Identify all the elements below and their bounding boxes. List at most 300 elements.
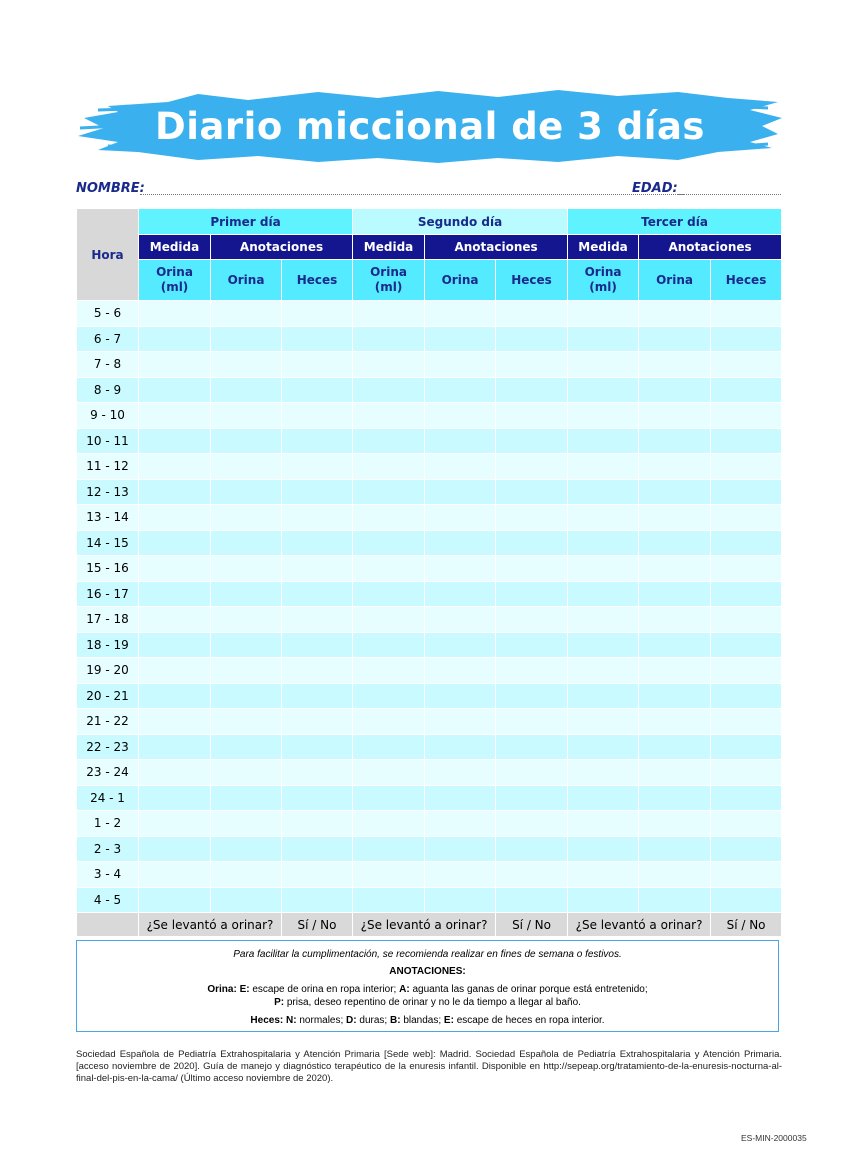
day-3-heces-note-cell[interactable] (711, 581, 782, 607)
day-2-orina-ml-cell[interactable] (353, 785, 425, 811)
orina-header: Orina (639, 260, 711, 301)
table-row (77, 403, 782, 429)
day-3-heces-note-cell[interactable] (711, 887, 782, 913)
day-1-heces-note-cell[interactable] (282, 632, 353, 658)
day-2-heces-note-cell[interactable] (496, 428, 568, 454)
day-2-heces-note-cell[interactable] (496, 326, 568, 352)
day-3-orina-note-cell[interactable] (639, 658, 711, 684)
day-2-orina-note-cell[interactable] (425, 428, 496, 454)
orina-ml-header (568, 260, 639, 301)
notes-header: Anotaciones (639, 235, 782, 260)
day-2-orina-ml-cell[interactable] (353, 836, 425, 862)
woke-answer-3[interactable]: Sí / No (711, 913, 782, 937)
day-1-orina-ml-cell[interactable] (139, 530, 211, 556)
day-2-orina-note-cell[interactable] (425, 530, 496, 556)
day-2-orina-ml-cell[interactable] (353, 607, 425, 633)
day-3-heces-note-cell[interactable] (711, 454, 782, 480)
reference-text: Sociedad Española de Pediatría Extrahospitalaria y Atención Primaria [Sede web]: Madrid. Sociedad Española de Pediatría Extrahospitalaria y Atención Primaria. [acceso noviembre de 2020]. Guía de manejo y diagnóstico terapéutico de la enuresis infantil. Disponible en http://sepeap.org/tratamiento-de-la-enuresis-nocturna-al-final-del-pis-en-la-cama/ (Último acceso noviembre de 2020). (76, 1049, 782, 1084)
day-1-heces-note-cell[interactable] (282, 862, 353, 888)
hour-cell: 7 - 8 (77, 352, 139, 378)
day-3-orina-note-cell[interactable] (639, 556, 711, 582)
day-1-orina-ml-cell[interactable] (139, 760, 211, 786)
n-key: N: (286, 1015, 297, 1026)
day-3-orina-note-cell[interactable] (639, 632, 711, 658)
day-3-orina-note-cell[interactable] (639, 505, 711, 531)
day-3-orina-note-cell[interactable] (639, 887, 711, 913)
day-3-orina-note-cell[interactable] (639, 836, 711, 862)
orina-ml-label: Orina (584, 265, 622, 279)
day-1-heces-note-cell[interactable] (282, 377, 353, 403)
day-1-heces-note-cell[interactable] (282, 658, 353, 684)
table-row (77, 581, 782, 607)
ml-unit-label: (ml) (589, 280, 617, 294)
table-row (77, 301, 782, 327)
day-2-orina-ml-cell[interactable] (353, 403, 425, 429)
day-1-orina-ml-cell[interactable] (139, 709, 211, 735)
day-1-heces-note-cell[interactable] (282, 887, 353, 913)
day-3-orina-ml-cell[interactable] (568, 683, 639, 709)
day-1-orina-ml-cell[interactable] (139, 505, 211, 531)
day-3-orina-ml-cell[interactable] (568, 658, 639, 684)
day-3-orina-note-cell[interactable] (639, 811, 711, 837)
day-3-heces-note-cell[interactable] (711, 836, 782, 862)
day-2-orina-note-cell[interactable] (425, 454, 496, 480)
day-1-orina-note-cell[interactable] (211, 887, 282, 913)
day-2-orina-ml-cell[interactable] (353, 479, 425, 505)
hora-header: Hora (77, 209, 139, 301)
day-1-orina-note-cell[interactable] (211, 632, 282, 658)
day-2-orina-note-cell[interactable] (425, 683, 496, 709)
day-3-orina-note-cell[interactable] (639, 301, 711, 327)
day-3-heces-note-cell[interactable] (711, 377, 782, 403)
day-1-heces-note-cell[interactable] (282, 734, 353, 760)
day-1-orina-ml-cell[interactable] (139, 632, 211, 658)
day-3-heces-note-cell[interactable] (711, 428, 782, 454)
day-2-orina-note-cell[interactable] (425, 760, 496, 786)
hour-cell: 9 - 10 (77, 403, 139, 429)
day-2-orina-note-cell[interactable] (425, 403, 496, 429)
measure-header: Medida (139, 235, 211, 260)
day-1-heces-note-cell[interactable] (282, 581, 353, 607)
hour-cell: 24 - 1 (77, 785, 139, 811)
day-1-orina-note-cell[interactable] (211, 301, 282, 327)
table-row (77, 734, 782, 760)
day-2-heces-note-cell[interactable] (496, 556, 568, 582)
day-2-orina-ml-cell[interactable] (353, 709, 425, 735)
day-2-orina-note-cell[interactable] (425, 734, 496, 760)
day-1-orina-ml-cell[interactable] (139, 785, 211, 811)
day-2-orina-note-cell[interactable] (425, 556, 496, 582)
day-2-orina-note-cell[interactable] (425, 607, 496, 633)
table-row (77, 505, 782, 531)
table-row (77, 811, 782, 837)
day-3-heces-note-cell[interactable] (711, 479, 782, 505)
table-row (77, 760, 782, 786)
day-3-orina-ml-cell[interactable] (568, 836, 639, 862)
day-1-heces-note-cell[interactable] (282, 403, 353, 429)
day-3-orina-ml-cell[interactable] (568, 632, 639, 658)
table-row (77, 632, 782, 658)
day-3-heces-note-cell[interactable] (711, 658, 782, 684)
hour-cell: 12 - 13 (77, 479, 139, 505)
day-2-orina-note-cell[interactable] (425, 811, 496, 837)
notes-header: Anotaciones (211, 235, 353, 260)
day-3-heces-note-cell[interactable] (711, 326, 782, 352)
day-3-orina-ml-cell[interactable] (568, 760, 639, 786)
day-1-orina-ml-cell[interactable] (139, 403, 211, 429)
day-3-heces-note-cell[interactable] (711, 530, 782, 556)
day-3-orina-note-cell[interactable] (639, 377, 711, 403)
day-2-orina-note-cell[interactable] (425, 479, 496, 505)
day-3-orina-ml-cell[interactable] (568, 352, 639, 378)
a-text: aguanta las ganas de orinar porque está entretenido; (412, 984, 648, 995)
day-3-orina-note-cell[interactable] (639, 862, 711, 888)
woke-answer-2[interactable]: Sí / No (496, 913, 568, 937)
day-1-heces-note-cell[interactable] (282, 683, 353, 709)
day-2-heces-note-cell[interactable] (496, 785, 568, 811)
day-1-orina-note-cell[interactable] (211, 836, 282, 862)
ml-unit-label: (ml) (374, 280, 403, 294)
day-1-orina-note-cell[interactable] (211, 785, 282, 811)
day-2-heces-note-cell[interactable] (496, 403, 568, 429)
name-field[interactable] (140, 194, 684, 195)
day-2-orina-note-cell[interactable] (425, 658, 496, 684)
day-2-orina-ml-cell[interactable] (353, 505, 425, 531)
day-1-heces-note-cell[interactable] (282, 785, 353, 811)
hour-cell: 19 - 20 (77, 658, 139, 684)
name-label: NOMBRE: (76, 181, 145, 196)
day-3-heces-note-cell[interactable] (711, 862, 782, 888)
day-3-heces-note-cell[interactable] (711, 352, 782, 378)
woke-question-1: ¿Se levantó a orinar? (139, 913, 282, 937)
day-2-heces-note-cell[interactable] (496, 352, 568, 378)
day-2-heces-note-cell[interactable] (496, 505, 568, 531)
hour-cell: 4 - 5 (77, 887, 139, 913)
day-2-heces-note-cell[interactable] (496, 734, 568, 760)
day-3-orina-note-cell[interactable] (639, 428, 711, 454)
day-1-heces-note-cell[interactable] (282, 352, 353, 378)
day-1-orina-note-cell[interactable] (211, 862, 282, 888)
notes-orina-line-1 (77, 984, 778, 995)
p-text: prisa, deseo repentino de orinar y no le da tiempo a llegar al baño. (286, 997, 581, 1008)
day-3-orina-ml-cell[interactable] (568, 607, 639, 633)
day-2-orina-ml-cell[interactable] (353, 326, 425, 352)
footer-row (77, 913, 782, 937)
hour-cell: 1 - 2 (77, 811, 139, 837)
day-1-orina-ml-cell[interactable] (139, 683, 211, 709)
heces-header: Heces (282, 260, 353, 301)
a-key: A: (399, 984, 410, 995)
day-3-orina-ml-cell[interactable] (568, 862, 639, 888)
day-1-heces-note-cell[interactable] (282, 530, 353, 556)
day-3-orina-ml-cell[interactable] (568, 428, 639, 454)
hour-cell: 10 - 11 (77, 428, 139, 454)
day-1-orina-note-cell[interactable] (211, 352, 282, 378)
day-2-orina-ml-cell[interactable] (353, 734, 425, 760)
day-3-orina-note-cell[interactable] (639, 785, 711, 811)
day-3-orina-note-cell[interactable] (639, 403, 711, 429)
day-3-orina-note-cell[interactable] (639, 683, 711, 709)
day-1-heces-note-cell[interactable] (282, 811, 353, 837)
day-1-orina-note-cell[interactable] (211, 709, 282, 735)
day-1-orina-note-cell[interactable] (211, 760, 282, 786)
day-1-orina-note-cell[interactable] (211, 326, 282, 352)
e-text: escape de orina en ropa interior; (252, 984, 397, 995)
day-2-orina-ml-cell[interactable] (353, 428, 425, 454)
page-title: Diario miccional de 3 días (155, 104, 705, 148)
day-2-orina-note-cell[interactable] (425, 862, 496, 888)
hour-cell: 17 - 18 (77, 607, 139, 633)
day-2-orina-ml-cell[interactable] (353, 658, 425, 684)
day-1-heces-note-cell[interactable] (282, 836, 353, 862)
day-2-orina-note-cell[interactable] (425, 709, 496, 735)
hour-cell: 23 - 24 (77, 760, 139, 786)
notes-heading-text: ANOTACIONES: (389, 966, 466, 977)
day-1-heces-note-cell[interactable] (282, 326, 353, 352)
day-3-orina-ml-cell[interactable] (568, 709, 639, 735)
day-1-orina-note-cell[interactable] (211, 607, 282, 633)
table-row (77, 607, 782, 633)
woke-answer-1[interactable]: Sí / No (282, 913, 353, 937)
day-2-heces-note-cell[interactable] (496, 862, 568, 888)
day-1-orina-ml-cell[interactable] (139, 811, 211, 837)
day-2-orina-ml-cell[interactable] (353, 301, 425, 327)
day-3-heces-note-cell[interactable] (711, 403, 782, 429)
day-3-orina-ml-cell[interactable] (568, 505, 639, 531)
n-text: normales; (299, 1015, 344, 1026)
woke-question-3: ¿Se levantó a orinar? (568, 913, 711, 937)
day-2-orina-note-cell[interactable] (425, 581, 496, 607)
day-1-heces-note-cell[interactable] (282, 709, 353, 735)
day-3-heces-note-cell[interactable] (711, 785, 782, 811)
day-1-orina-note-cell[interactable] (211, 403, 282, 429)
day-2-orina-note-cell[interactable] (425, 836, 496, 862)
day-3-orina-ml-cell[interactable] (568, 301, 639, 327)
day-2-orina-ml-cell[interactable] (353, 530, 425, 556)
hour-cell: 20 - 21 (77, 683, 139, 709)
day-2-heces-note-cell[interactable] (496, 709, 568, 735)
day-2-heces-note-cell[interactable] (496, 632, 568, 658)
notes-heading (77, 966, 778, 977)
day-2-orina-ml-cell[interactable] (353, 862, 425, 888)
day-2-orina-note-cell[interactable] (425, 352, 496, 378)
day-2-orina-note-cell[interactable] (425, 326, 496, 352)
day-1-orina-ml-cell[interactable] (139, 301, 211, 327)
orina-ml-label: Orina (370, 265, 407, 279)
day-2-orina-ml-cell[interactable] (353, 556, 425, 582)
day-2-heces-note-cell[interactable] (496, 479, 568, 505)
table-row (77, 530, 782, 556)
day-2-orina-note-cell[interactable] (425, 505, 496, 531)
table-row (77, 377, 782, 403)
day-2-heces-note-cell[interactable] (496, 377, 568, 403)
day-2-heces-note-cell[interactable] (496, 811, 568, 837)
day-2-heces-note-cell[interactable] (496, 836, 568, 862)
day-3-orina-ml-cell[interactable] (568, 581, 639, 607)
day-1-orina-note-cell[interactable] (211, 811, 282, 837)
hour-cell: 8 - 9 (77, 377, 139, 403)
table-row (77, 683, 782, 709)
day-2-heces-note-cell[interactable] (496, 607, 568, 633)
day-1-orina-note-cell[interactable] (211, 683, 282, 709)
day-2-orina-note-cell[interactable] (425, 632, 496, 658)
day-3-orina-ml-cell[interactable] (568, 785, 639, 811)
day-1-orina-ml-cell[interactable] (139, 352, 211, 378)
day-3-heces-note-cell[interactable] (711, 811, 782, 837)
day-2-orina-ml-cell[interactable] (353, 454, 425, 480)
day-2-orina-note-cell[interactable] (425, 887, 496, 913)
day-3-heces-note-cell[interactable] (711, 760, 782, 786)
age-field[interactable] (678, 194, 781, 195)
day-3-heces-note-cell[interactable] (711, 607, 782, 633)
heces-header: Heces (496, 260, 568, 301)
hour-cell: 18 - 19 (77, 632, 139, 658)
title-banner (78, 88, 782, 164)
day-2-orina-ml-cell[interactable] (353, 760, 425, 786)
day-3-orina-ml-cell[interactable] (568, 556, 639, 582)
day-1-heces-note-cell[interactable] (282, 556, 353, 582)
day-1-orina-ml-cell[interactable] (139, 454, 211, 480)
day-1-orina-note-cell[interactable] (211, 734, 282, 760)
day-3-orina-note-cell[interactable] (639, 530, 711, 556)
day-3-heces-note-cell[interactable] (711, 505, 782, 531)
heces-header: Heces (711, 260, 782, 301)
day-1-orina-ml-cell[interactable] (139, 479, 211, 505)
day-2-orina-ml-cell[interactable] (353, 632, 425, 658)
day-1-orina-ml-cell[interactable] (139, 607, 211, 633)
day-2-orina-ml-cell[interactable] (353, 581, 425, 607)
day-3-orina-note-cell[interactable] (639, 326, 711, 352)
day-3-heces-note-cell[interactable] (711, 556, 782, 582)
notes-box (76, 940, 779, 1032)
day-3-orina-ml-cell[interactable] (568, 326, 639, 352)
day-3-orina-ml-cell[interactable] (568, 530, 639, 556)
day-3-heces-note-cell[interactable] (711, 301, 782, 327)
day-1-orina-ml-cell[interactable] (139, 658, 211, 684)
day-3-orina-note-cell[interactable] (639, 734, 711, 760)
day-1-orina-note-cell[interactable] (211, 505, 282, 531)
day-3-orina-note-cell[interactable] (639, 454, 711, 480)
hour-cell: 16 - 17 (77, 581, 139, 607)
day-1-orina-ml-cell[interactable] (139, 428, 211, 454)
document-code: ES-MIN-2000035 (741, 1133, 807, 1143)
day-1-orina-ml-cell[interactable] (139, 377, 211, 403)
notes-orina-line-2 (77, 997, 778, 1008)
day-2-orina-ml-cell[interactable] (353, 352, 425, 378)
notes-intro: Para facilitar la cumplimentación, se recomienda realizar en fines de semana o festivos. (233, 949, 622, 960)
day-1-heces-note-cell[interactable] (282, 479, 353, 505)
hour-cell: 21 - 22 (77, 709, 139, 735)
hour-cell: 6 - 7 (77, 326, 139, 352)
day-2-heces-note-cell[interactable] (496, 454, 568, 480)
day-2-heces-note-cell[interactable] (496, 530, 568, 556)
day-1-orina-note-cell[interactable] (211, 454, 282, 480)
day-2-heces-note-cell[interactable] (496, 887, 568, 913)
heces-key: Heces: (250, 1015, 284, 1026)
day-1-heces-note-cell[interactable] (282, 760, 353, 786)
day-2-orina-note-cell[interactable] (425, 377, 496, 403)
day-3-orina-ml-cell[interactable] (568, 887, 639, 913)
day-3-orina-ml-cell[interactable] (568, 811, 639, 837)
day-1-orina-note-cell[interactable] (211, 556, 282, 582)
day-1-orina-ml-cell[interactable] (139, 581, 211, 607)
day-3-orina-ml-cell[interactable] (568, 454, 639, 480)
day-3-heces-note-cell[interactable] (711, 734, 782, 760)
day-2-heces-note-cell[interactable] (496, 301, 568, 327)
day-3-orina-note-cell[interactable] (639, 581, 711, 607)
orina-header: Orina (425, 260, 496, 301)
day-1-orina-ml-cell[interactable] (139, 836, 211, 862)
hour-cell: 13 - 14 (77, 505, 139, 531)
day-2-orina-ml-cell[interactable] (353, 811, 425, 837)
day-1-orina-ml-cell[interactable] (139, 887, 211, 913)
day-1-orina-ml-cell[interactable] (139, 556, 211, 582)
day-2-orina-note-cell[interactable] (425, 785, 496, 811)
day-1-orina-ml-cell[interactable] (139, 326, 211, 352)
day-3-orina-ml-cell[interactable] (568, 377, 639, 403)
day-1-orina-note-cell[interactable] (211, 377, 282, 403)
day-3-heces-note-cell[interactable] (711, 709, 782, 735)
day-2-heces-note-cell[interactable] (496, 760, 568, 786)
day-3-orina-note-cell[interactable] (639, 352, 711, 378)
day-1-orina-note-cell[interactable] (211, 658, 282, 684)
d-key: D: (346, 1015, 357, 1026)
day-3-orina-ml-cell[interactable] (568, 734, 639, 760)
day-1-heces-note-cell[interactable] (282, 505, 353, 531)
day-1-header: Primer día (139, 209, 353, 235)
woke-question-2: ¿Se levantó a orinar? (353, 913, 496, 937)
day-2-heces-note-cell[interactable] (496, 581, 568, 607)
day-2-orina-ml-cell[interactable] (353, 683, 425, 709)
day-3-orina-note-cell[interactable] (639, 760, 711, 786)
day-3-heces-note-cell[interactable] (711, 683, 782, 709)
table-row (77, 479, 782, 505)
table-row (77, 862, 782, 888)
table-row (77, 556, 782, 582)
day-2-orina-ml-cell[interactable] (353, 377, 425, 403)
hour-cell: 3 - 4 (77, 862, 139, 888)
day-2-heces-note-cell[interactable] (496, 683, 568, 709)
day-1-heces-note-cell[interactable] (282, 301, 353, 327)
hour-cell: 22 - 23 (77, 734, 139, 760)
day-3-orina-note-cell[interactable] (639, 607, 711, 633)
day-1-orina-note-cell[interactable] (211, 530, 282, 556)
day-1-orina-note-cell[interactable] (211, 428, 282, 454)
day-3-heces-note-cell[interactable] (711, 632, 782, 658)
day-1-orina-ml-cell[interactable] (139, 862, 211, 888)
day-3-orina-note-cell[interactable] (639, 709, 711, 735)
hour-cell: 2 - 3 (77, 836, 139, 862)
day-1-heces-note-cell[interactable] (282, 454, 353, 480)
day-2-heces-note-cell[interactable] (496, 658, 568, 684)
day-3-orina-ml-cell[interactable] (568, 479, 639, 505)
day-2-orina-note-cell[interactable] (425, 301, 496, 327)
day-1-orina-note-cell[interactable] (211, 581, 282, 607)
patient-fields (76, 181, 781, 199)
b-text: blandas; (403, 1015, 442, 1026)
day-1-orina-ml-cell[interactable] (139, 734, 211, 760)
day-1-orina-note-cell[interactable] (211, 479, 282, 505)
day-3-orina-ml-cell[interactable] (568, 403, 639, 429)
hour-cell: 15 - 16 (77, 556, 139, 582)
day-1-heces-note-cell[interactable] (282, 607, 353, 633)
orina-header: Orina (211, 260, 282, 301)
day-2-orina-ml-cell[interactable] (353, 887, 425, 913)
day-1-heces-note-cell[interactable] (282, 428, 353, 454)
table-row (77, 454, 782, 480)
measure-header: Medida (353, 235, 425, 260)
day-3-orina-note-cell[interactable] (639, 479, 711, 505)
